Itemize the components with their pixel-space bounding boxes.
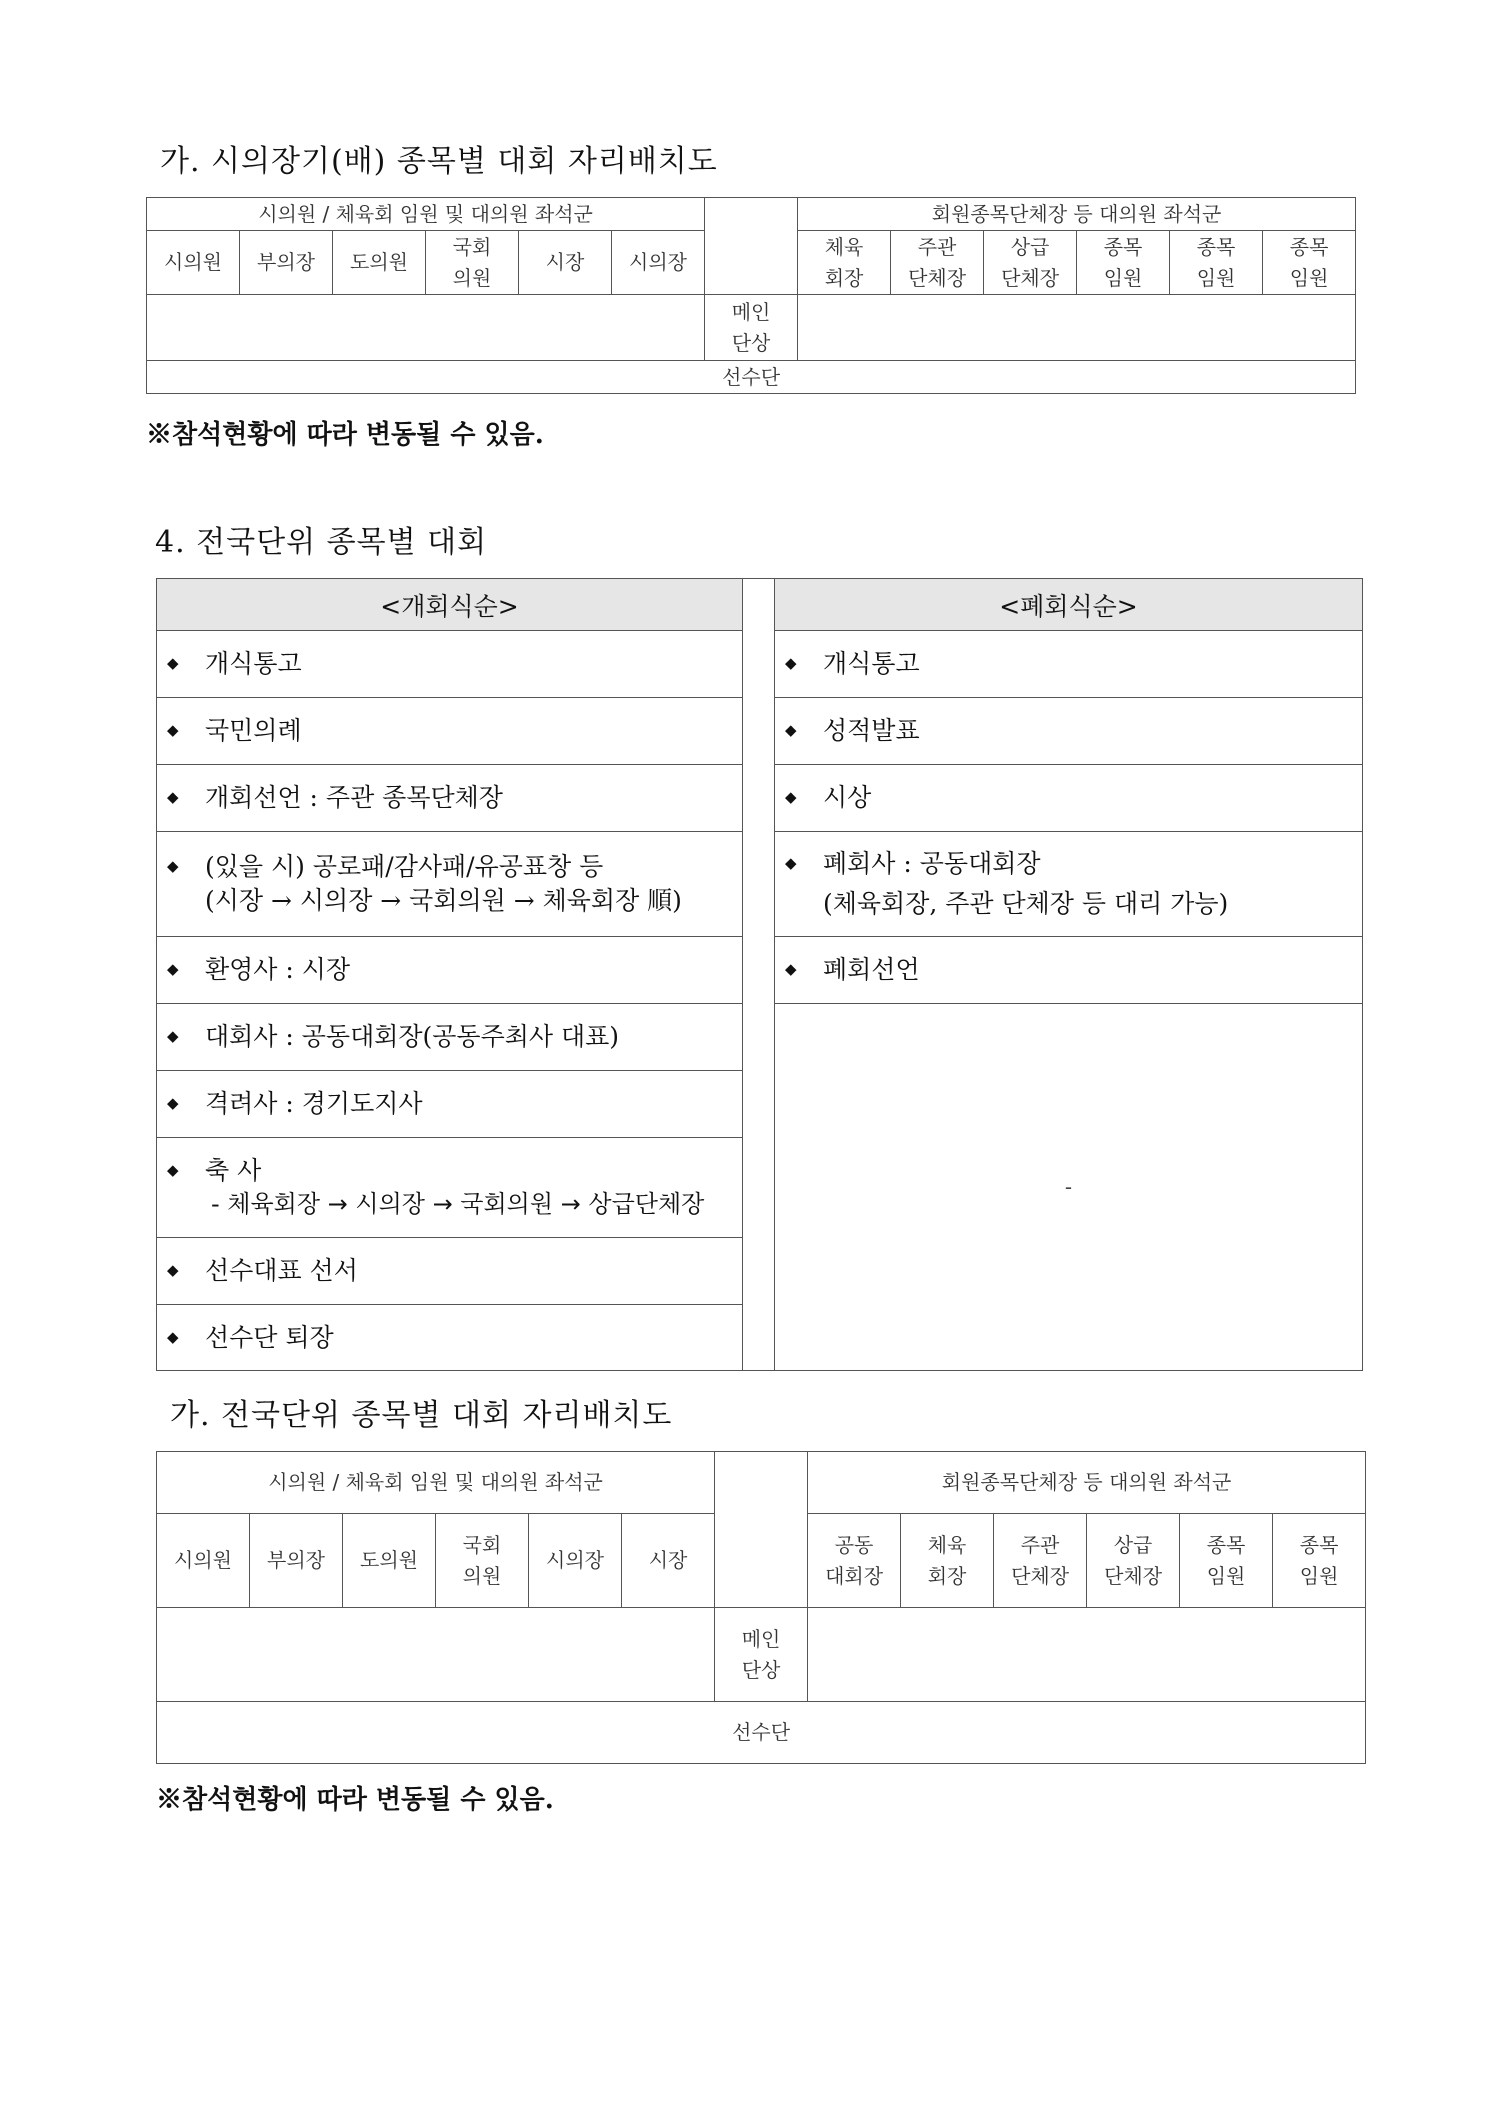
section3-heading: 가. 전국단위 종목별 대회 자리배치도 — [170, 1398, 673, 1433]
athletes-row: 선수단 — [157, 1702, 1366, 1764]
right-seat-area — [798, 295, 1356, 361]
right-seat-group-label: 회원종목단체장 등 대의원 좌석군 — [798, 198, 1356, 231]
stage-top-blank — [715, 1452, 808, 1608]
opening-item: ◆ 선수대표 선서 — [157, 1238, 743, 1305]
diamond-bullet-icon: ◆ — [785, 721, 797, 740]
seat-cell: 상급 단체장 — [984, 231, 1077, 295]
seat-cell: 체육 회장 — [798, 231, 891, 295]
seat-cell: 부의장 — [240, 231, 333, 295]
diamond-bullet-icon: ◆ — [785, 960, 797, 979]
ceremony-order-table — [156, 578, 1363, 1371]
opening-item: ◆ 환영사 : 시장 — [157, 937, 743, 1004]
opening-item: ◆ 선수단 퇴장 — [157, 1305, 743, 1371]
diamond-bullet-icon: ◆ — [785, 788, 797, 807]
seat-cell: 시의장 — [529, 1514, 622, 1608]
section1-heading: 가. 시의장기(배) 종목별 대회 자리배치도 — [160, 144, 718, 179]
seat-cell: 부의장 — [250, 1514, 343, 1608]
athletes-row: 선수단 — [147, 361, 1356, 394]
seat-cell: 시장 — [519, 231, 612, 295]
opening-item: ◆ 국민의례 — [157, 698, 743, 765]
section2-heading: 4. 전국단위 종목별 대회 — [155, 525, 488, 560]
seat-cell: 체육 회장 — [901, 1514, 994, 1608]
seat-cell: 국회 의원 — [426, 231, 519, 295]
left-seat-group-label: 시의원 / 체육회 임원 및 대의원 좌석군 — [157, 1452, 715, 1514]
seat-cell: 종목 임원 — [1273, 1514, 1366, 1608]
main-stage: 메인 단상 — [715, 1608, 808, 1702]
opening-item: ◆ 개식통고 — [157, 631, 743, 698]
opening-ceremony-title: <개회식순> — [157, 579, 743, 631]
right-seat-group-label: 회원종목단체장 등 대의원 좌석군 — [808, 1452, 1366, 1514]
stage-top-blank — [705, 198, 798, 295]
right-seat-area — [808, 1608, 1366, 1702]
seat-cell: 종목 임원 — [1170, 231, 1263, 295]
column-gap — [743, 579, 775, 1371]
seat-cell: 시의원 — [147, 231, 240, 295]
diamond-bullet-icon: ◆ — [167, 1261, 179, 1280]
diamond-bullet-icon: ◆ — [167, 788, 179, 807]
diamond-bullet-icon: ◆ — [167, 960, 179, 979]
diamond-bullet-icon: ◆ — [167, 857, 179, 876]
seating-chart-national — [156, 1451, 1366, 1764]
opening-item: ◆ 개회선언 : 주관 종목단체장 — [157, 765, 743, 832]
seat-cell: 시의원 — [157, 1514, 250, 1608]
opening-item: ◆ (있을 시) 공로패/감사패/유공표창 등 (시장 → 시의장 → 국회의원 → 체육회장 順) — [157, 832, 743, 937]
closing-item: ◆ 개식통고 — [775, 631, 1363, 698]
diamond-bullet-icon: ◆ — [167, 721, 179, 740]
diamond-bullet-icon: ◆ — [167, 1027, 179, 1046]
seating-chart-city — [146, 197, 1356, 394]
closing-ceremony-title: <폐회식순> — [775, 579, 1363, 631]
diamond-bullet-icon: ◆ — [785, 654, 797, 673]
seat-cell: 주관 단체장 — [891, 231, 984, 295]
diamond-bullet-icon: ◆ — [167, 1161, 179, 1180]
left-seat-group-label: 시의원 / 체육회 임원 및 대의원 좌석군 — [147, 198, 705, 231]
opening-item: ◆ 격려사 : 경기도지사 — [157, 1071, 743, 1138]
seat-cell: 도의원 — [343, 1514, 436, 1608]
seat-cell: 종목 임원 — [1077, 231, 1170, 295]
closing-item: ◆ 성적발표 — [775, 698, 1363, 765]
seat-cell: 시장 — [622, 1514, 715, 1608]
seat-cell: 종목 임원 — [1180, 1514, 1273, 1608]
closing-item: ◆ 시상 — [775, 765, 1363, 832]
closing-item: ◆ 폐회선언 — [775, 937, 1363, 1004]
seat-cell: 국회 의원 — [436, 1514, 529, 1608]
opening-item: ◆ 축 사 - 체육회장 → 시의장 → 국회의원 → 상급단체장 — [157, 1138, 743, 1238]
diamond-bullet-icon: ◆ — [167, 1094, 179, 1113]
closing-item: ◆ 폐회사 : 공동대회장 (체육회장, 주관 단체장 등 대리 가능) — [775, 832, 1363, 937]
seat-cell: 상급 단체장 — [1087, 1514, 1180, 1608]
left-seat-area — [157, 1608, 715, 1702]
seat-cell: 공동 대회장 — [808, 1514, 901, 1608]
section1-note: ※참석현황에 따라 변동될 수 있음. — [146, 420, 544, 450]
opening-item: ◆ 대회사 : 공동대회장(공동주최사 대표) — [157, 1004, 743, 1071]
left-seat-area — [147, 295, 705, 361]
diamond-bullet-icon: ◆ — [167, 654, 179, 673]
main-stage: 메인 단상 — [705, 295, 798, 361]
seat-cell: 주관 단체장 — [994, 1514, 1087, 1608]
seat-cell: 시의장 — [612, 231, 705, 295]
seat-cell: 종목 임원 — [1263, 231, 1356, 295]
diamond-bullet-icon: ◆ — [167, 1327, 179, 1346]
diamond-bullet-icon: ◆ — [785, 854, 797, 873]
seat-cell: 도의원 — [333, 231, 426, 295]
section3-note: ※참석현황에 따라 변동될 수 있음. — [156, 1785, 554, 1815]
closing-blank-cell: - — [775, 1004, 1363, 1371]
